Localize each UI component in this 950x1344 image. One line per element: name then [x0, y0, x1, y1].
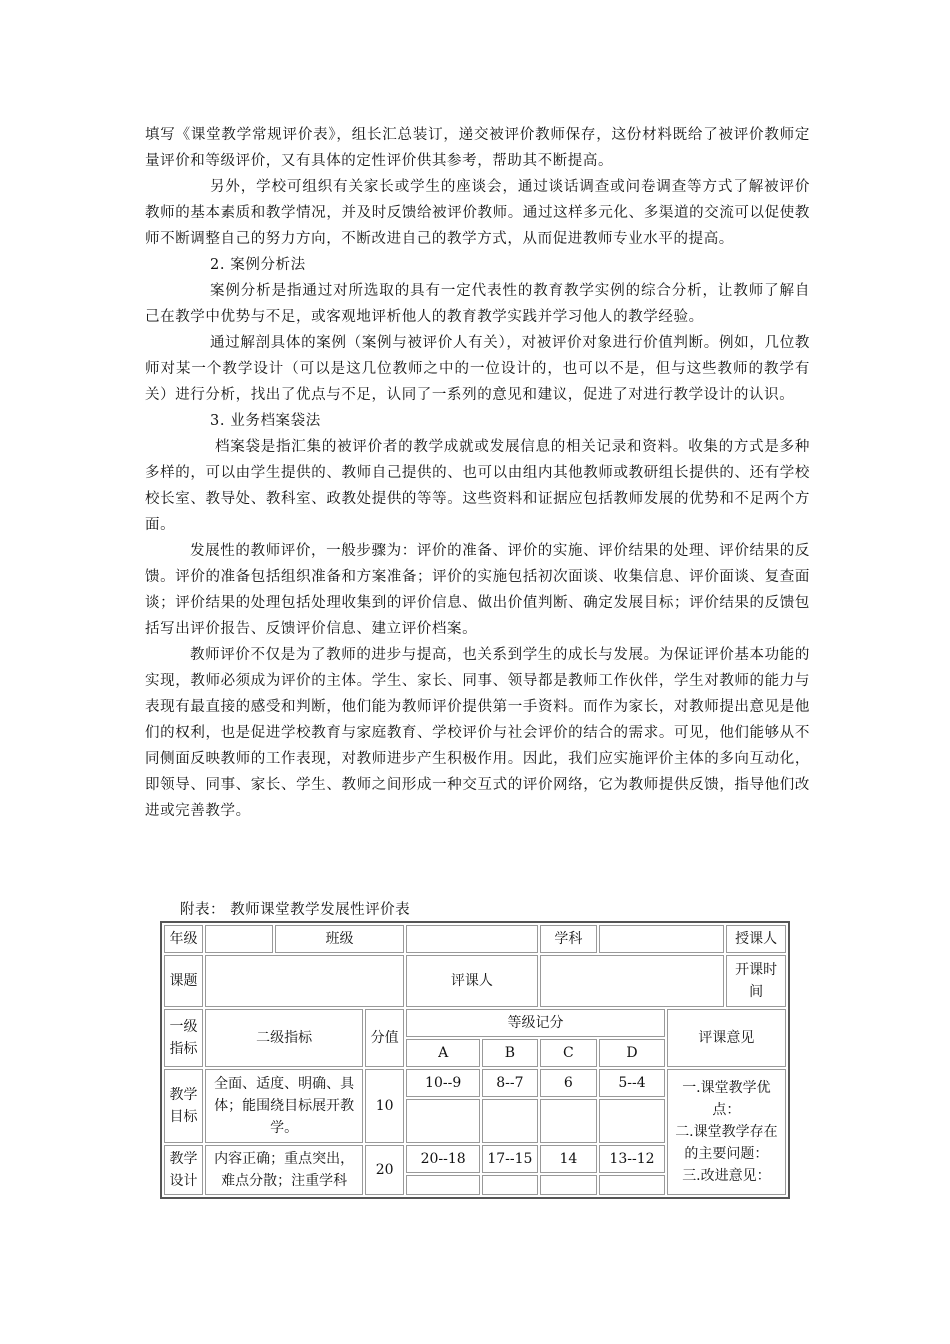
- score-cell: 10: [365, 1069, 404, 1143]
- grade-b-header: B: [482, 1039, 537, 1067]
- level2-header: 二级指标: [205, 1009, 363, 1067]
- level2-cell: 内容正确；重点突出，难点分散；注重学科: [205, 1145, 363, 1195]
- section-heading: 3. 业务档案袋法: [210, 413, 321, 429]
- reviewer-label: 评课人: [406, 955, 537, 1007]
- comment-cell: 一.课堂教学优点： 二.课堂教学存在的主要问题： 三.改进意见：: [667, 1069, 786, 1195]
- reviewer-value: [540, 955, 725, 1007]
- score-cell: 20: [365, 1145, 404, 1195]
- paragraph: 档案袋是指汇集的被评价者的教学成就或发展信息的相关记录和资料。收集的方式是多种多样的，可以由学生提供的、教师自己提供的、也可以由组内其他教师或教研组长提供的、还有学校校长室、教导处、教科室、政教处提供的等等。这些资料和证据应包括教师发展的优势和不足两个方面。: [145, 439, 810, 533]
- section-heading: 2. 案例分析法: [210, 257, 306, 273]
- subject-value: [599, 925, 724, 953]
- evaluation-table: [160, 921, 790, 1199]
- topic-value: [205, 955, 404, 1007]
- date-label: 开课时间: [726, 955, 786, 1007]
- grade-c-cell: 6: [540, 1069, 598, 1097]
- level2-cell: 全面、适度、明确、具体；能围绕目标展开教学。: [205, 1069, 363, 1143]
- grade-a-cell: 20--18: [406, 1145, 480, 1173]
- grading-header: 等级记分: [406, 1009, 665, 1037]
- table-row: [164, 925, 786, 953]
- grade-value: [205, 925, 273, 953]
- grade-d-cell: 5--4: [599, 1069, 665, 1097]
- grade-b-cell: 17--15: [482, 1145, 537, 1173]
- grade-d-header: D: [599, 1039, 665, 1067]
- table-caption: 附表： 教师课堂教学发展性评价表: [180, 902, 411, 918]
- comment-header: 评课意见: [667, 1009, 786, 1067]
- grade-d-input: [599, 1099, 665, 1143]
- grade-b-input: [482, 1175, 537, 1195]
- evaluation-table-wrapper: [160, 921, 790, 1203]
- teacher-label: 授课人: [726, 925, 786, 953]
- table-row: [164, 955, 786, 1007]
- grade-label: 年级: [164, 925, 203, 953]
- paragraph: 案例分析是指通过对所选取的具有一定代表性的教育教学实例的综合分析，让教师了解自己在教学中优势与不足，或客观地评析他人的教育教学实践并学习他人的教学经验。: [145, 283, 810, 325]
- score-header: 分值: [365, 1009, 404, 1067]
- paragraph: 另外，学校可组织有关家长或学生的座谈会，通过谈话调查或问卷调查等方式了解被评价教师的基本素质和教学情况，并及时反馈给被评价教师。通过这样多元化、多渠道的交流可以促使教师不断调整自己的努力方向，不断改进自己的教学方式，从而促进教师专业水平的提高。: [145, 179, 810, 247]
- paragraph: 填写《课堂教学常规评价表》，组长汇总装订，递交被评价教师保存，这份材料既给了被评价教师定量评价和等级评价，又有具体的定性评价供其参考，帮助其不断提高。: [145, 127, 810, 169]
- level1-cell: 教学目标: [164, 1069, 203, 1143]
- paragraph: 发展性的教师评价，一般步骤为：评价的准备、评价的实施、评价结果的处理、评价结果的反馈。评价的准备包括组织准备和方案准备；评价的实施包括初次面谈、收集信息、评价面谈、复查面谈；评价结果的处理包括处理收集到的评价信息、做出价值判断、确定发展目标；评价结果的反馈包括写出评价报告、反馈评价信息、建立评价档案。: [145, 543, 810, 637]
- grade-c-input: [540, 1175, 598, 1195]
- grade-b-input: [482, 1099, 537, 1143]
- grade-a-cell: 10--9: [406, 1069, 480, 1097]
- grade-c-cell: 14: [540, 1145, 598, 1173]
- table-row: [164, 1069, 786, 1097]
- grade-c-input: [540, 1099, 598, 1143]
- grade-c-header: C: [540, 1039, 598, 1067]
- table-row: [164, 1009, 786, 1037]
- document-body: [145, 122, 810, 824]
- topic-label: 课题: [164, 955, 203, 1007]
- grade-d-cell: 13--12: [599, 1145, 665, 1173]
- grade-b-cell: 8--7: [482, 1069, 537, 1097]
- grade-a-input: [406, 1099, 480, 1143]
- class-label: 班级: [275, 925, 404, 953]
- paragraph: 教师评价不仅是为了教师的进步与提高，也关系到学生的成长与发展。为保证评价基本功能的实现，教师必须成为评价的主体。学生、家长、同事、领导都是教师工作伙伴，学生对教师的能力与表现有最直接的感受和判断，他们能为教师评价提供第一手资料。而作为家长，对教师提出意见是他们的权利，也是促进学校教育与家庭教育、学校评价与社会评价的结合的需求。可见，他们能够从不同侧面反映教师的工作表现，对教师进步产生积极作用。因此，我们应实施评价主体的多向互动化，即领导、同事、家长、学生、教师之间形成一种交互式的评价网络，它为教师提供反馈，指导他们改进或完善教学。: [145, 647, 810, 819]
- level1-header: 一级指标: [164, 1009, 203, 1067]
- class-value: [406, 925, 537, 953]
- grade-a-input: [406, 1175, 480, 1195]
- level1-cell: 教学设计: [164, 1145, 203, 1195]
- subject-label: 学科: [540, 925, 598, 953]
- grade-d-input: [599, 1175, 665, 1195]
- grade-a-header: A: [406, 1039, 480, 1067]
- paragraph: 通过解剖具体的案例（案例与被评价人有关），对被评价对象进行价值判断。例如，几位教师对某一个教学设计（可以是这几位教师之中的一位设计的，也可以不是，但与这些教师的教学有关）进行分析，找出了优点与不足，认同了一系列的意见和建议，促进了对进行教学设计的认识。: [145, 335, 810, 403]
